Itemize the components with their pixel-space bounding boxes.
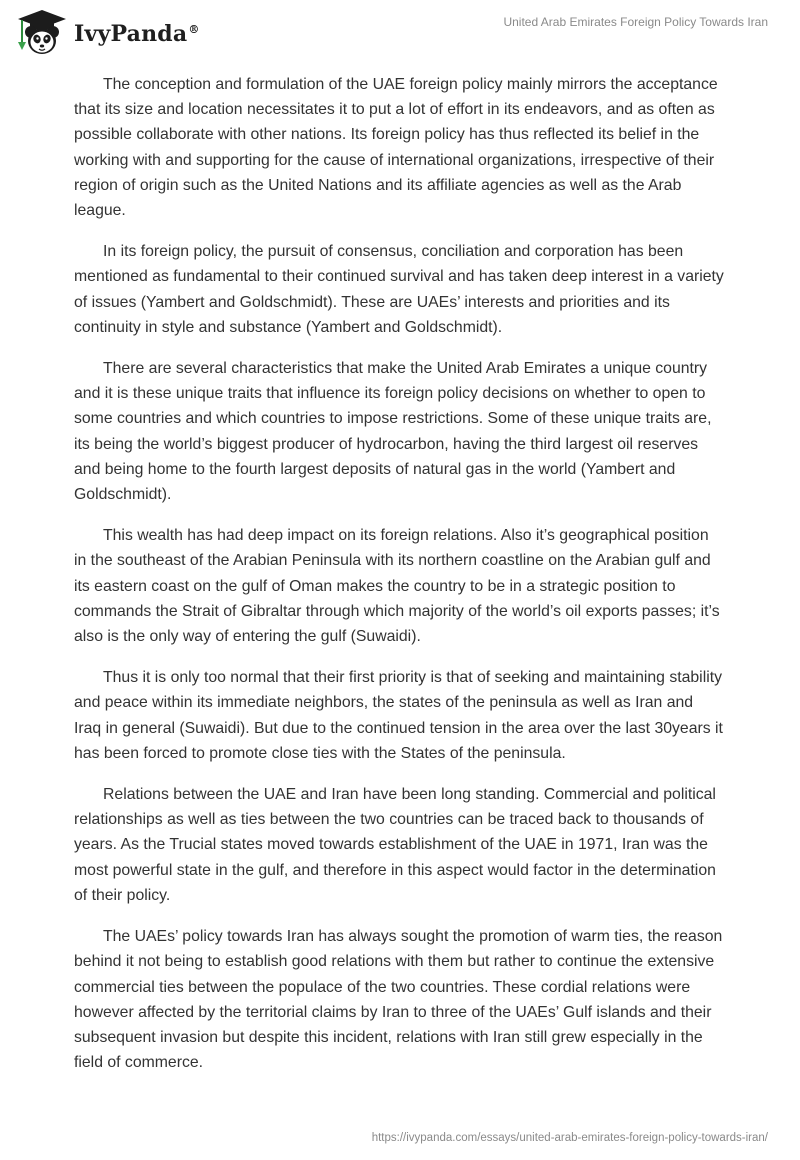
- essay-body: [74, 72, 724, 1091]
- paragraph: In its foreign policy, the pursuit of consensus, conciliation and corporation has been mentioned as fundamental to their continued survival and has taken deep interest in a variety of issues (Yambert and Goldschmidt). These are UAEs’ interests and priorities and its continuity in style and substance (Yambert and Goldschmidt).: [74, 243, 724, 336]
- paragraph: Thus it is only too normal that their first priority is that of seeking and maintaining stability and peace within its immediate neighbors, the states of the peninsula as well as Iran and Iraq in general (Suwaidi). But due to the continued tension in the area over the last 30years it has been forced to promote close ties with the States of the peninsula.: [74, 669, 723, 762]
- paragraph: Relations between the UAE and Iran have been long standing. Commercial and political relationships as well as ties between the two countries can be traced back to thousands of years. As the Trucial states moved towards establishment of the UAE in 1971, Iran was the most powerful state in the gulf, and therefore in this aspect would factor in the determination of their policy.: [74, 786, 716, 904]
- source-url-link[interactable]: https://ivypanda.com/essays/united-arab-emirates-foreign-policy-towards-iran/: [371, 1132, 768, 1144]
- paragraph: The UAEs’ policy towards Iran has always sought the promotion of warm ties, the reason behind it not being to establish good relations with them but rather to continue the extensive commercial ties between the populace of the two countries. These cordial relations were however affected by the territorial claims by Iran to three of the UAEs’ Gulf islands and their subsequent invasion but despite this incident, relations with Iran still grew especially in the field of commerce.: [74, 928, 723, 1072]
- document-title: United Arab Emirates Foreign Policy Towards Iran: [503, 15, 768, 29]
- page-header: [0, 0, 800, 70]
- paragraph: The conception and formulation of the UAE foreign policy mainly mirrors the acceptance that its size and location necessitates it to put a lot of effort in its endeavors, and as often as possible collaborate with other nations. Its foreign policy has thus reflected its belief in the working with and supporting for the cause of international organizations, irrespective of their region of origin such as the United Nations and its affiliate agencies as well as the Arab league.: [74, 76, 718, 220]
- paragraph: There are several characteristics that make the United Arab Emirates a unique country and it is these unique traits that influence its foreign policy decisions on whether to open to some countries and which countries to impose restrictions. Some of these unique traits are, its being the world’s biggest producer of hydrocarbon, having the third largest oil reserves and being home to the fourth largest deposits of natural gas in the world (Yambert and Goldschmidt).: [74, 360, 712, 504]
- paragraph: This wealth has had deep impact on its foreign relations. Also it’s geographical position in the southeast of the Arabian Peninsula with its northern coastline on the Arabian gulf and its eastern coast on the gulf of Oman makes the country to be in a strategic position to commands the Strait of Gibraltar through which majority of the world’s oil exports passes; it’s also is the only way of entering the gulf (Suwaidi).: [74, 527, 720, 646]
- ivypanda-logo[interactable]: [14, 8, 200, 58]
- registered-mark: ®: [188, 22, 200, 36]
- brand-name: IvyPanda®: [74, 21, 200, 47]
- panda-graduate-logo-icon: [14, 8, 70, 58]
